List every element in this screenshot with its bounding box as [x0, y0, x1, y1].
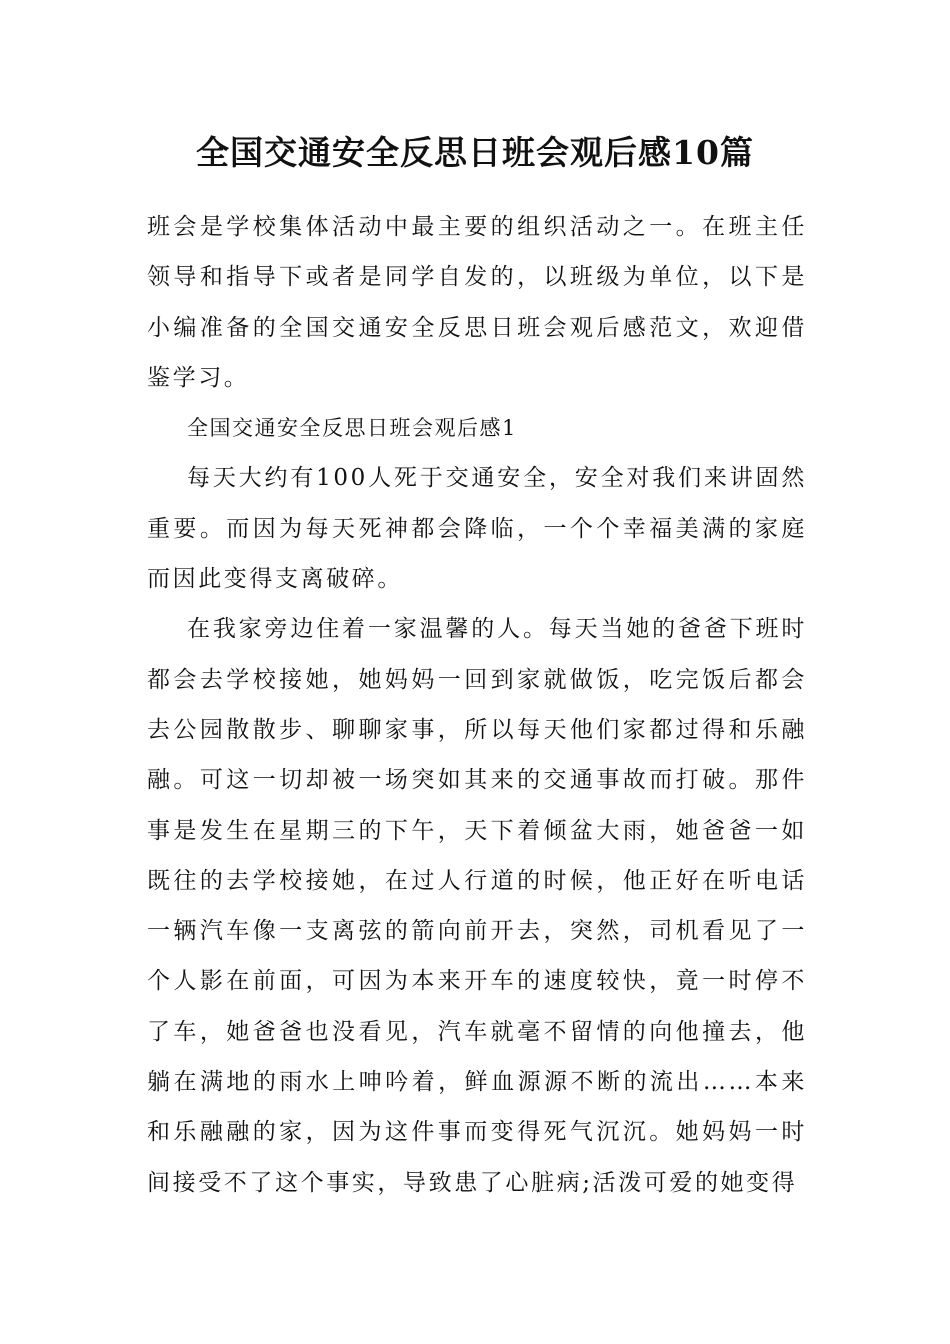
- document-body: [147, 202, 807, 1208]
- body-paragraph-1: 每天大约有100人死于交通安全，安全对我们来讲固然重要。而因为每天死神都会降临，一个个幸福美满的家庭而因此变得支离破碎。: [147, 465, 807, 593]
- body-paragraph-2: 在我家旁边住着一家温馨的人。每天当她的爸爸下班时都会去学校接她，她妈妈一回到家就做饭，吃完饭后都会去公园散散步、聊聊家事，所以每天他们家都过得和乐融融。可这一切却被一场突如其来的交通事故而打破。那件事是发生在星期三的下午，天下着倾盆大雨，她爸爸一如既往的去学校接她，在过人行道的时候，他正好在听电话一辆汽车像一支离弦的箭向前开去，突然，司机看见了一个人影在前面，可因为本来开车的速度较快，竟一时停不了车，她爸爸也没看见，汽车就毫不留情的向他撞去，他躺在满地的雨水上呻吟着，鲜血源源不断的流出……本来和乐融融的家，因为这件事而变得死气沉沉。她妈妈一时间接受不了这个事实，导致患了心脏病;活泼可爱的她变得: [147, 616, 807, 1196]
- document-title: 全国交通安全反思日班会观后感10篇: [196, 133, 754, 172]
- intro-paragraph: 班会是学校集体活动中最主要的组织活动之一。在班主任领导和指导下或者是同学自发的，以班级为单位，以下是小编准备的全国交通安全反思日班会观后感范文，欢迎借鉴学习。: [147, 214, 807, 391]
- section-heading: 全国交通安全反思日班会观后感1: [187, 416, 517, 441]
